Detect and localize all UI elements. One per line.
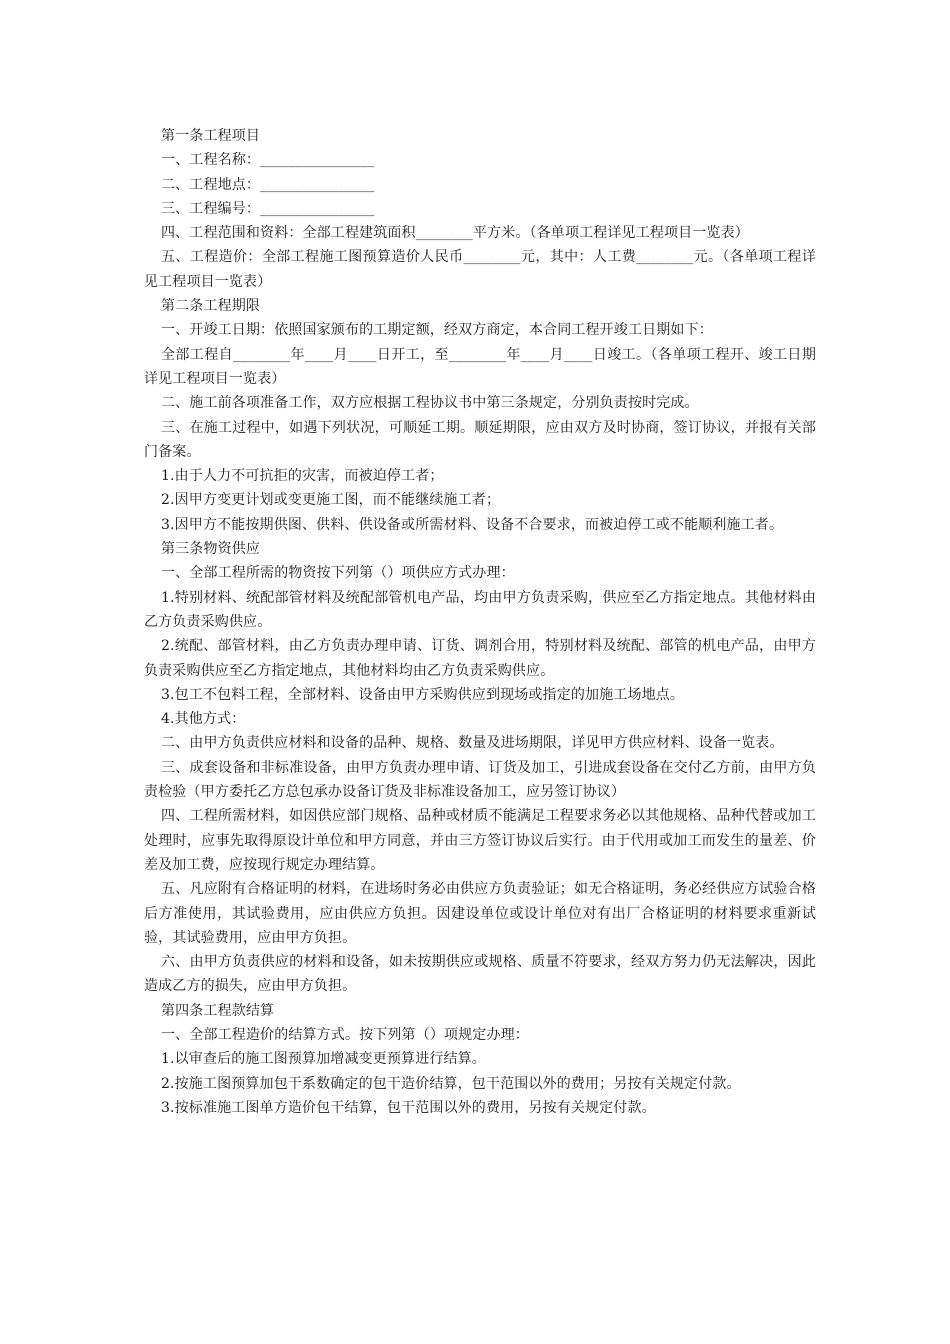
supply-item-1: 1.特别材料、统配部管材料及统配部管机电产品，均由甲方负责采购，供应至乙方指定地点。其他材料由乙方负责采购供应。 bbox=[144, 589, 816, 630]
equipment-paragraph: 三、成套设备和非标准设备，由甲方负责办理申请、订货及加工，引进成套设备在交付乙方前，由甲方负责检验（甲方委托乙方总包承办设备订货及非标准设备加工，应另签订协议） bbox=[144, 759, 816, 801]
schedule-dates-paragraph: 全部工程自________年____月____日开工，至________年____月____日竣工。（各单项工程开、竣工日期详见工程项目一览表） bbox=[144, 346, 816, 387]
extension-item-1: 1.由于人力不可抗拒的灾害，而被迫停工者； bbox=[161, 468, 444, 485]
settlement-item-1: 1.以审查后的施工图预算加增减变更预算进行结算。 bbox=[161, 1051, 486, 1068]
project-scope-paragraph: 四、工程范围和资料：全部工程建筑面积________平方米。（各单项工程详见工程项目一览表） bbox=[161, 225, 749, 242]
extension-paragraph: 三、在施工过程中，如遇下列状况，可顺延工期。顺延期限，应由双方及时协商，签订协议，并报有关部门备案。 bbox=[144, 419, 816, 460]
settlement-item-3: 3.按标准施工图单方造价包干结算，包干范围以外的费用，另按有关规定付款。 bbox=[161, 1099, 656, 1116]
schedule-paragraph: 一、开竣工日期：依照国家颁布的工期定额，经双方商定，本合同工程开竣工日期如下： bbox=[161, 322, 713, 339]
article-4-heading: 第四条工程款结算 bbox=[161, 1002, 275, 1019]
project-name-line: 一、工程名称：________________ bbox=[161, 152, 375, 169]
document-page bbox=[144, 124, 816, 1120]
extension-item-2: 2.因甲方变更计划或变更施工图，而不能继续施工者； bbox=[161, 492, 501, 509]
article-3-heading: 第三条物资供应 bbox=[161, 541, 261, 558]
certification-paragraph: 五、凡应附有合格证明的材料，在进场时务必由供应方负责验证；如无合格证明，务必经供应方试验合格后方准使用，其试验费用，应由供应方负担。因建设单位或设计单位对有出厂合格证明的材料要求重新试验，其试验费用，应由甲方负担。 bbox=[144, 881, 816, 946]
article-1-heading: 第一条工程项目 bbox=[161, 128, 261, 144]
material-substitution-paragraph: 四、工程所需材料，如因供应部门规格、品种或材质不能满足工程要求务必以其他规格、品种代替或加工处理时，应事先取得原设计单位和甲方同意，并由三方签订协议后实行。由于代用或加工而发生的量差、价差及加工费，应按现行规定办理结算。 bbox=[144, 808, 816, 873]
preparation-paragraph: 二、施工前各项准备工作，双方应根据工程协议书中第三条规定，分别负责按时完成。 bbox=[161, 395, 699, 412]
project-number-line: 三、工程编号：________________ bbox=[161, 200, 375, 217]
supply-item-4: 4.其他方式： bbox=[161, 711, 246, 728]
supply-method-paragraph: 一、全部工程所需的物资按下列第（）项供应方式办理： bbox=[161, 565, 515, 582]
settlement-item-2: 2.按施工图预算加包干系数确定的包干造价结算，包干范围以外的费用；另按有关规定付款。 bbox=[161, 1075, 741, 1092]
settlement-method-paragraph: 一、全部工程造价的结算方式。按下列第（）项规定办理： bbox=[161, 1026, 529, 1043]
supply-item-2: 2.统配、部管材料，由乙方负责办理申请、订货、调剂合用，特别材料及统配、部管的机电产品，由甲方负责采购供应至乙方指定地点，其他材料均由乙方负责采购供应。 bbox=[144, 638, 816, 679]
supply-failure-paragraph: 六、由甲方负责供应的材料和设备，如未按期供应或规格、质量不符要求，经双方努力仍无法解决，因此造成乙方的损失，应由甲方负担。 bbox=[144, 954, 816, 995]
article-2-heading: 第二条工程期限 bbox=[161, 298, 261, 315]
project-cost-paragraph: 五、工程造价：全部工程施工图预算造价人民币________元，其中：人工费________元。（各单项工程详见工程项目一览表） bbox=[144, 249, 816, 290]
supply-item-3: 3.包工不包料工程，全部材料、设备由甲方采购供应到现场或指定的加施工场地点。 bbox=[161, 686, 685, 703]
project-location-line: 二、工程地点：________________ bbox=[161, 176, 375, 193]
extension-item-3: 3.因甲方不能按期供图、供料、供设备或所需材料、设备不合要求，而被迫停工或不能顺利施工者。 bbox=[161, 516, 784, 533]
supply-list-paragraph: 二、由甲方负责供应材料和设备的品种、规格、数量及进场期限，详见甲方供应材料、设备一览表。 bbox=[161, 735, 784, 752]
